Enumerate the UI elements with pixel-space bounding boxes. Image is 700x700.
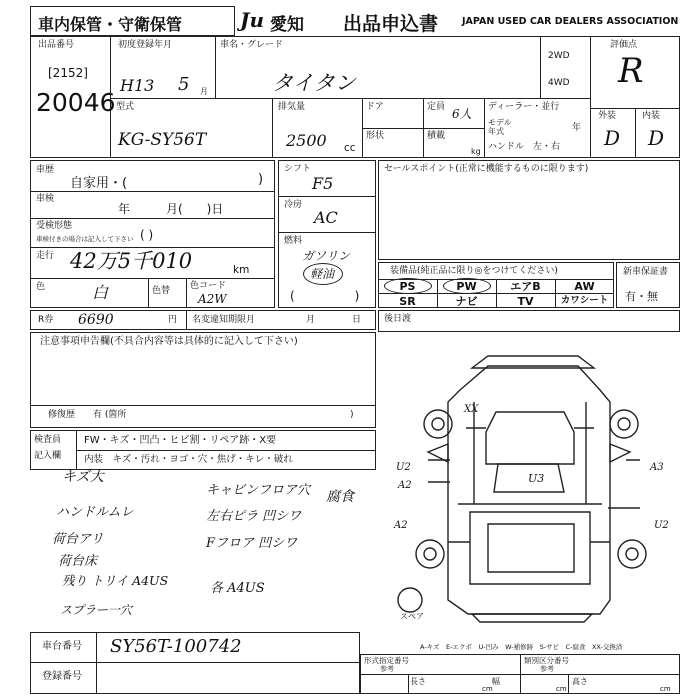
- pw-circle: [443, 278, 491, 294]
- color-label: 色: [36, 282, 46, 292]
- receive-sub: 車検付きの場合は記入して下さい: [36, 235, 134, 243]
- spare-label: スペア: [400, 612, 424, 621]
- mileage-unit: km: [233, 264, 250, 276]
- interior-row: 内装 キズ・汚れ・ヨゴ・穴・焦げ・キレ・破れ: [84, 454, 293, 465]
- note-corrosion: 腐食: [326, 489, 354, 505]
- notes-label: 注意事項申告欄(不具合内容等は具体的に記入して下さい): [40, 336, 298, 347]
- brand-label: 愛知: [270, 15, 304, 35]
- handle-label: ハンドル 左・右: [488, 142, 561, 152]
- capacity-label: 定員: [427, 102, 446, 112]
- chassis-label: 車台番号: [42, 641, 82, 652]
- model-code-value: KG-SY56T: [118, 130, 207, 150]
- mileage-label: 走行: [36, 251, 55, 261]
- reg-year: H13: [120, 76, 155, 95]
- receive-label: 受検形態: [36, 221, 73, 231]
- height-label: 高さ: [572, 677, 588, 686]
- repair-history-label: 修復歴 有 (箇所: [48, 410, 127, 420]
- aircon-value: AC: [314, 208, 338, 227]
- lot-no-label: 出品番号: [38, 40, 75, 50]
- note-remaining: 残り トリイ A4US: [62, 573, 169, 588]
- dealer-label: ディーラー・並行: [488, 102, 560, 112]
- fuel-gas: ガソリン: [302, 249, 351, 263]
- width-label: 幅: [492, 677, 500, 686]
- reg-month-unit: 月: [200, 87, 208, 96]
- ju-logo: Ju: [240, 8, 265, 32]
- aircon-label: 冷房: [284, 200, 303, 210]
- note-front-floor: Fフロア 凹シワ: [206, 536, 298, 551]
- ps-circle: [384, 278, 432, 294]
- entry-label: 記入欄: [34, 451, 62, 461]
- note-cabin-floor: キャビンフロア穴: [206, 483, 311, 498]
- note-splash: スプラー一穴: [60, 603, 133, 617]
- equip-sr: SR: [399, 295, 416, 308]
- lot-number: 20046: [36, 88, 116, 117]
- equip-tv: TV: [517, 295, 534, 308]
- width-cm: cm: [556, 685, 567, 693]
- equip-leather: カワシート: [560, 295, 609, 306]
- history-close: ): [258, 172, 264, 187]
- sales-point-label: セールスポイント(正常に機能するものに限ります): [384, 164, 589, 174]
- color-code-label: 色コード: [190, 281, 227, 291]
- equip-aw: AW: [574, 280, 595, 293]
- class-no-label: 類別区分番号: [524, 656, 569, 665]
- yen-unit: 円: [168, 315, 178, 325]
- displacement-value: 2500: [286, 131, 327, 150]
- shift-value: F5: [312, 174, 334, 193]
- door-label: ドア: [366, 102, 384, 112]
- diagram-mark-a3: A3: [650, 462, 664, 473]
- mileage-value: 42万5千010: [70, 249, 193, 273]
- equip-navi: ナビ: [455, 295, 478, 308]
- association-label: JAPAN USED CAR DEALERS ASSOCIATION: [462, 16, 679, 27]
- model-year-label: モデル 年式: [488, 118, 512, 136]
- color-no-label: 色替: [152, 286, 171, 296]
- equipment-label: 装備品(純正品に限り◎をつけてください): [390, 266, 558, 276]
- first-reg-label: 初度登録年月: [118, 40, 173, 50]
- shape-label: 形状: [366, 131, 385, 141]
- note-bed-floor: 荷台床: [58, 554, 98, 569]
- chassis-value: SY56T-100742: [110, 636, 242, 657]
- diagram-mark-a2-rear: A2: [394, 520, 408, 531]
- displacement-label: 排気量: [278, 102, 306, 112]
- history-value: 自家用・(: [70, 176, 128, 191]
- kg-unit: kg: [471, 147, 481, 156]
- exterior-label: 外装: [598, 111, 617, 121]
- storage-label: 車内保管・守衛保管: [38, 15, 183, 34]
- warranty-label: 新車保証書: [623, 267, 669, 277]
- damage-legend: A-キズ E-エクボ U-凹み W-補修跡 S-サビ C-腐食 XX-交換済: [420, 643, 623, 651]
- diagram-mark-a2-left: A2: [398, 480, 412, 491]
- color-code-value: A2W: [198, 292, 227, 306]
- recycle-amount: 6690: [78, 312, 114, 328]
- repair-history-close: ): [350, 410, 354, 420]
- rating-label: 評価点: [610, 40, 638, 50]
- fuel-diesel: 軽油: [310, 267, 335, 281]
- receive-value: ( ): [140, 228, 154, 242]
- car-diagram: [378, 332, 680, 628]
- repair-later-block: [378, 310, 680, 332]
- shift-label: シフト: [284, 164, 312, 174]
- drive-4wd: 4WD: [548, 78, 570, 88]
- rating-value: R: [618, 51, 644, 91]
- color-value: 白: [92, 283, 109, 302]
- year-suffix: 年: [572, 123, 582, 133]
- fuel-paren: ( ): [290, 289, 360, 303]
- month-unit: 月: [306, 315, 316, 325]
- fuel-label: 燃料: [284, 236, 303, 246]
- model-grade-label: 車名・グレード: [220, 40, 284, 50]
- load-label: 積載: [427, 131, 446, 141]
- fuel-circle: [303, 263, 343, 285]
- reg-month: 5: [178, 74, 190, 95]
- inspection-value: 年 月( )日: [118, 202, 224, 216]
- capacity-value: 6人: [452, 107, 472, 121]
- length-cm: cm: [482, 685, 493, 693]
- form-no-label: 形式指定番号: [364, 656, 409, 665]
- name-change-label: 名変違知期限月: [192, 315, 256, 325]
- form-ref: 参考: [380, 665, 394, 673]
- note-each: 各 A4US: [210, 581, 265, 596]
- interior-value: D: [648, 126, 665, 150]
- note-scratch-large: キズ大: [62, 469, 104, 485]
- inspector-label: 検査員: [34, 435, 62, 445]
- length-label: 長さ: [410, 677, 426, 686]
- interior-label: 内装: [642, 111, 661, 121]
- day-unit: 日: [352, 315, 362, 325]
- note-handle-wear: ハンドルムレ: [56, 505, 134, 520]
- sales-point-block: [378, 160, 680, 260]
- form-title: 出品申込書: [343, 13, 439, 35]
- height-cm: cm: [660, 685, 671, 693]
- fw-row: FW・キズ・凹凸・ヒビ割・リペア跡・X要: [84, 435, 277, 446]
- diagram-mark-u2-left: U2: [396, 462, 411, 473]
- note-bed: 荷台アリ: [52, 532, 104, 547]
- lot-bracket: [2152]: [48, 66, 88, 80]
- history-label: 車歴: [36, 165, 55, 175]
- equip-airbag: エアB: [510, 280, 541, 293]
- drive-2wd: 2WD: [548, 51, 570, 61]
- equip-pw: PW: [456, 280, 477, 293]
- reg-no-label: 登録番号: [42, 671, 82, 682]
- repair-later-label: 後日渡: [384, 314, 412, 324]
- model-code-label: 型式: [116, 102, 135, 112]
- diagram-mark-u2-right: U2: [654, 520, 669, 531]
- inspection-label: 車検: [36, 194, 55, 204]
- note-pillar: 左右ピラ 凹シワ: [206, 509, 302, 524]
- diagram-mark-xx: XX: [464, 404, 479, 415]
- cc-unit: cc: [344, 142, 356, 154]
- warranty-value: 有・無: [625, 290, 658, 303]
- class-ref: 参考: [540, 665, 554, 673]
- model-name: タイタン: [272, 71, 356, 95]
- recycle-label: R券: [38, 315, 54, 325]
- diagram-mark-u3: U3: [528, 472, 545, 485]
- exterior-value: D: [604, 126, 621, 150]
- equip-ps: PS: [399, 280, 416, 293]
